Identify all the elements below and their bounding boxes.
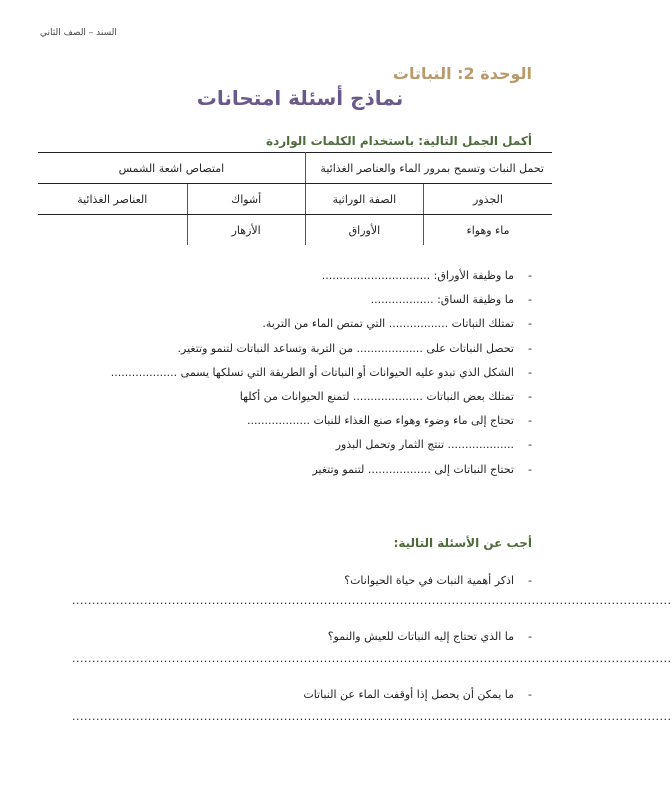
list-item (52, 433, 532, 457)
bullet-dash: - (528, 574, 532, 587)
question-text: ما يمكن أن يحصل إذا أوقفت الماء عن النباتات (303, 688, 514, 701)
page-title: نماذج أسئلة امتحانات (196, 86, 404, 110)
list-item (52, 288, 532, 312)
table-cell: الجذور (424, 184, 553, 215)
bullet-dash: - (528, 630, 532, 643)
list-item-text: ما وظيفة الساق: .................. (370, 293, 514, 307)
bullet-dash: - (528, 365, 532, 379)
question-text: اذكر أهمية النبات في حياة الحيوانات؟ (344, 574, 514, 587)
fill-in-list (52, 264, 532, 482)
bullet-dash: - (528, 269, 532, 282)
question-2 (52, 630, 532, 643)
list-item (52, 409, 532, 433)
list-item-text: تمتلك النباتات ................. التي تمتص الماء من التربة. (262, 317, 514, 331)
unit-title: الوحدة 2: النباتات (392, 64, 532, 83)
list-item (52, 458, 532, 482)
table-cell (38, 215, 187, 246)
list-item-text: ................... تنتج الثمار وتحمل البذور (335, 438, 514, 452)
list-item (52, 337, 532, 361)
table-cell: تحمل النبات وتسمح بمرور الماء والعناصر الغذائية (305, 153, 552, 184)
list-item-text: تحصل النباتات على ................... من التربة وتساعد النباتات لتنمو وتتغير. (177, 341, 514, 355)
bullet-dash: - (528, 414, 532, 428)
answer-line[interactable]: ...................................................................................................................................................... (72, 594, 672, 607)
bullet-dash: - (528, 438, 532, 452)
list-item-text: تمتلك بعض النباتات .................... لتمنع الحيوانات من أكلها (239, 389, 514, 403)
list-item-text: الشكل الذي تبدو عليه الحيوانات أو النباتات أو الطريقة التي تسلكها يسمى ................... (110, 365, 514, 379)
table-row (38, 184, 552, 215)
table-cell: الصفة الوراثية (305, 184, 423, 215)
bullet-dash: - (528, 688, 532, 701)
table-cell: أشواك (187, 184, 305, 215)
bullet-dash: - (528, 341, 532, 355)
list-item (52, 385, 532, 409)
list-item (52, 312, 532, 336)
table-row (38, 153, 552, 184)
question-3 (52, 688, 532, 701)
answer-line[interactable]: ...................................................................................................................................................... (72, 652, 672, 665)
table-cell: العناصر الغذائية (38, 184, 187, 215)
table-cell: الأزهار (187, 215, 305, 246)
bullet-dash: - (528, 317, 532, 331)
section1-heading: أكمل الجمل التالية: باستخدام الكلمات الواردة (266, 134, 532, 148)
section2-heading: أجب عن الأسئلة التالية: (393, 536, 532, 550)
question-1 (52, 574, 532, 587)
bullet-dash: - (528, 389, 532, 403)
list-item-text: تحتاج إلى ماء وضوء وهواء صنع الغذاء للنبات .................. (247, 414, 514, 428)
question-text: ما الذي تحتاج إليه النباتات للعيش والنمو؟ (327, 630, 514, 643)
bullet-dash: - (528, 293, 532, 307)
list-item-text: تحتاج النباتات إلى .................. لتنمو وتتغير (312, 462, 514, 476)
list-item-text: ما وظيفة الأوراق: ............................... (321, 269, 514, 282)
list-item (52, 264, 532, 288)
list-item (52, 361, 532, 385)
page-header: السند – الصف الثاني (40, 28, 117, 38)
table-cell: ماء وهواء (424, 215, 553, 246)
table-cell: الأوراق (305, 215, 423, 246)
word-bank-table (38, 152, 552, 245)
bullet-dash: - (528, 462, 532, 476)
table-cell: امتصاص اشعة الشمس (38, 153, 305, 184)
table-row (38, 215, 552, 246)
answer-line[interactable]: ...................................................................................................................................................... (72, 710, 672, 723)
